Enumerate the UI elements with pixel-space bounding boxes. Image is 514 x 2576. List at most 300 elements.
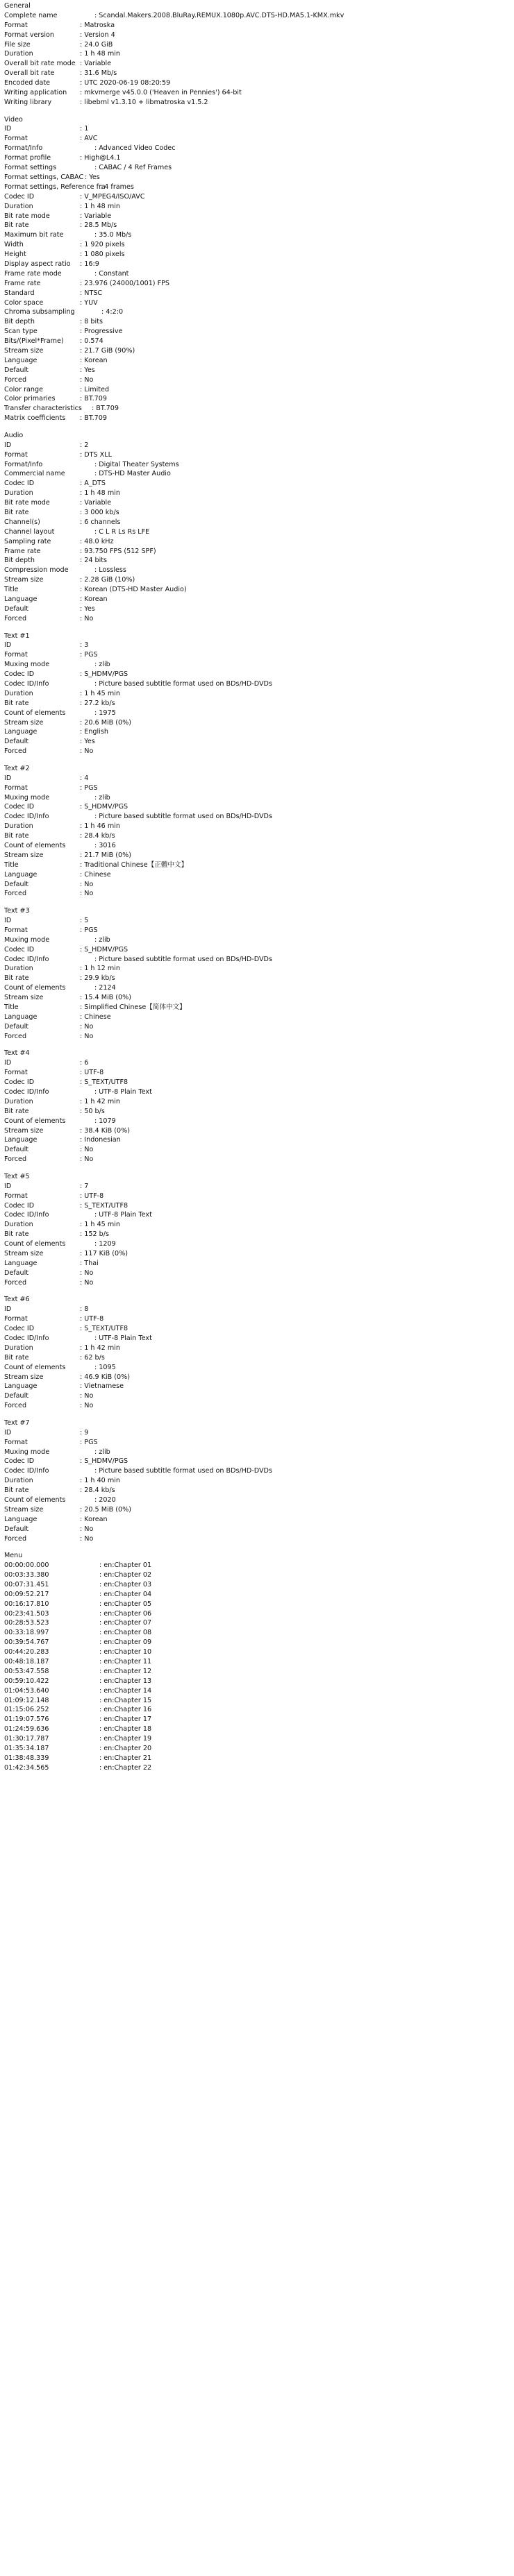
field-value: : No <box>80 1525 94 1533</box>
field-value: : PGS <box>80 783 98 792</box>
field-value: : 28.4 kb/s <box>80 832 115 840</box>
field-row-title <box>4 585 514 595</box>
field-row-count-of-elements <box>4 1239 514 1249</box>
field-row-bit-depth <box>4 317 514 327</box>
field-value: : S_HDMV/PGS <box>80 803 128 811</box>
field-value: : en:Chapter 21 <box>99 1754 152 1762</box>
field-value: : en:Chapter 09 <box>99 1638 152 1647</box>
field-row-forced <box>4 747 514 756</box>
field-value: : 27.2 kb/s <box>80 699 115 707</box>
field-label: Display aspect ratio <box>4 260 71 268</box>
field-value: : No <box>80 1534 94 1543</box>
field-value: : libebml v1.3.10 + libmatroska v1.5.2 <box>80 98 208 106</box>
field-row-bit-rate <box>4 974 514 983</box>
field-label: Codec ID <box>4 945 35 954</box>
field-label: 00:00:00.000 <box>4 1561 49 1570</box>
field-value: : 20.6 MiB (0%) <box>80 718 131 727</box>
field-value: : S_TEXT/UTF8 <box>80 1325 128 1333</box>
field-value: : Variable <box>80 60 112 68</box>
field-label: ID <box>4 641 12 650</box>
field-row-duration <box>4 1344 514 1353</box>
field-label: Codec ID/Info <box>4 679 49 688</box>
field-row-frame-rate-mode <box>4 269 514 279</box>
field-row-forced <box>4 1534 514 1544</box>
field-value: : Picture based subtitle format used on BDs/HD-DVDs <box>94 679 272 688</box>
field-value: : PGS <box>80 1438 98 1446</box>
field-row-01-15-06-252 <box>4 1705 514 1715</box>
field-value: : en:Chapter 02 <box>99 1571 152 1579</box>
field-row-duration <box>4 689 514 699</box>
section-text-4 <box>4 1049 514 1164</box>
field-row-format-settings-cabac <box>4 173 514 183</box>
field-row-stream-size <box>4 346 514 356</box>
field-value: : 152 b/s <box>80 1230 109 1239</box>
field-value: : Indonesian <box>80 1136 121 1144</box>
field-label: 01:24:59.636 <box>4 1725 49 1734</box>
field-label: Format/Info <box>4 144 43 153</box>
field-row-01-30-17-787 <box>4 1734 514 1744</box>
field-label: Format version <box>4 31 54 39</box>
field-label: Scan type <box>4 328 38 336</box>
field-row-bit-rate-mode <box>4 212 514 221</box>
field-value: : zlib <box>94 935 110 944</box>
field-row-format-info <box>4 460 514 470</box>
field-row-channel-s <box>4 518 514 527</box>
field-row-codec-id-info <box>4 955 514 965</box>
field-value: : 21.7 GiB (90%) <box>80 346 135 355</box>
field-label: Default <box>4 880 29 888</box>
field-value: : Yes <box>80 738 95 746</box>
field-value: : No <box>80 1392 94 1400</box>
field-value: : 1 h 46 min <box>80 822 120 831</box>
field-value: : DTS-HD Master Audio <box>94 470 171 478</box>
field-value: : 9 <box>80 1428 89 1437</box>
field-label: Count of elements <box>4 1240 66 1248</box>
field-label: Writing library <box>4 98 52 106</box>
field-label: Muxing mode <box>4 793 50 802</box>
field-value: : 31.6 Mb/s <box>80 69 117 78</box>
field-label: Color space <box>4 298 44 307</box>
field-label: Encoded date <box>4 79 51 87</box>
field-row-duration <box>4 1097 514 1107</box>
field-label: Chroma subsampling <box>4 308 75 316</box>
field-row-format <box>4 1438 514 1448</box>
field-label: Language <box>4 1012 38 1021</box>
field-value: : 1 h 48 min <box>80 202 120 210</box>
field-row-codec-id-info <box>4 1334 514 1344</box>
field-label: 00:44:20.283 <box>4 1648 49 1656</box>
field-label: Duration <box>4 202 33 210</box>
field-label: Compression mode <box>4 566 69 575</box>
field-value: : High@L4.1 <box>80 154 121 162</box>
field-value: : en:Chapter 14 <box>99 1686 152 1695</box>
section-title: Text #2 <box>4 764 30 772</box>
field-value: : V_MPEG4/ISO/AVC <box>80 192 145 201</box>
field-row-codec-id-info <box>4 679 514 689</box>
field-value: : NTSC <box>80 289 103 297</box>
field-value: : 7 <box>80 1182 89 1190</box>
field-value: : BT.709 <box>92 405 119 413</box>
field-row-01-19-07-576 <box>4 1715 514 1725</box>
field-row-forced <box>4 614 514 624</box>
field-value: : 21.7 MiB (0%) <box>80 851 131 859</box>
field-label: Default <box>4 1022 29 1031</box>
field-row-00-53-47-558 <box>4 1667 514 1677</box>
field-label: Stream size <box>4 718 44 727</box>
field-label: Count of elements <box>4 1363 66 1371</box>
field-row-language <box>4 870 514 880</box>
field-label: Forced <box>4 614 27 622</box>
section-title: Text #3 <box>4 907 30 915</box>
field-value: : Korean <box>80 595 108 604</box>
field-value: : 15.4 MiB (0%) <box>80 994 131 1002</box>
field-row-codec-id <box>4 670 514 679</box>
field-row-01-42-34-565 <box>4 1763 514 1773</box>
field-label: Color primaries <box>4 395 56 403</box>
field-label: Format <box>4 1069 28 1077</box>
field-value: : 4 <box>80 774 89 782</box>
section-text-1 <box>4 632 514 757</box>
field-row-codec-id <box>4 1201 514 1211</box>
field-label: 00:53:47.558 <box>4 1667 49 1675</box>
section-title: Audio <box>4 431 24 439</box>
field-value: : Traditional Chinese【正體中文】 <box>80 861 188 869</box>
field-value: : 3 <box>80 641 89 650</box>
field-label: File size <box>4 40 31 49</box>
field-label: Channel(s) <box>4 518 40 526</box>
field-value: : en:Chapter 13 <box>99 1677 152 1685</box>
field-value: : 1 h 12 min <box>80 965 120 973</box>
field-label: Duration <box>4 50 33 58</box>
section-text-3 <box>4 906 514 1041</box>
field-value: : 1 920 pixels <box>80 241 125 249</box>
field-label: Stream size <box>4 1250 44 1258</box>
field-label: Format <box>4 1438 28 1446</box>
field-value: : No <box>80 1032 94 1040</box>
field-value: : A_DTS <box>80 480 106 488</box>
field-value: : English <box>80 728 108 736</box>
field-row-id <box>4 1428 514 1438</box>
field-label: Frame rate <box>4 547 41 555</box>
field-value: : 5 <box>80 917 89 925</box>
field-label: Title <box>4 1003 19 1012</box>
field-value: : 28.4 kb/s <box>80 1486 115 1495</box>
field-row-stream-size <box>4 718 514 728</box>
field-label: Duration <box>4 1477 33 1485</box>
field-value: : Digital Theater Systems <box>94 460 179 468</box>
field-row-00-09-52-217 <box>4 1590 514 1600</box>
field-label: 00:39:54.767 <box>4 1638 49 1647</box>
field-label: Forced <box>4 1402 27 1410</box>
field-value: : 1 h 48 min <box>80 489 120 498</box>
field-value: : 4 frames <box>100 183 134 191</box>
field-label: Codec ID <box>4 803 35 811</box>
field-value: : Chinese <box>80 1012 111 1021</box>
field-row-duration <box>4 1476 514 1486</box>
field-value: : en:Chapter 07 <box>99 1619 152 1627</box>
field-value: : 2124 <box>94 984 116 992</box>
field-row-default <box>4 366 514 375</box>
field-label: Count of elements <box>4 1495 66 1504</box>
field-row-language <box>4 356 514 366</box>
field-row-writing-library <box>4 98 514 108</box>
field-value: : BT.709 <box>80 414 107 423</box>
field-row-codec-id-info <box>4 1087 514 1097</box>
field-row-color-range <box>4 385 514 395</box>
field-row-forced <box>4 1401 514 1411</box>
field-label: 00:03:33.380 <box>4 1571 49 1579</box>
field-row-01-24-59-636 <box>4 1725 514 1734</box>
field-label: Default <box>4 1392 29 1400</box>
field-label: Codec ID <box>4 192 35 201</box>
field-row-duration <box>4 202 514 212</box>
field-row-default <box>4 604 514 614</box>
field-label: Stream size <box>4 1373 44 1381</box>
field-row-width <box>4 240 514 250</box>
field-label: Codec ID <box>4 480 35 488</box>
field-label: Format <box>4 1315 28 1323</box>
field-row-language <box>4 1515 514 1525</box>
field-row-scan-type <box>4 327 514 337</box>
field-row-format-settings <box>4 163 514 173</box>
section-text-2 <box>4 764 514 899</box>
field-value: : 1 h 42 min <box>80 1344 120 1352</box>
field-value: : No <box>80 1402 94 1410</box>
field-value: : en:Chapter 20 <box>99 1745 152 1753</box>
field-label: Default <box>4 366 29 374</box>
field-label: Bit rate <box>4 1353 29 1362</box>
field-value: : 2020 <box>94 1495 116 1504</box>
field-value: : Picture based subtitle format used on BDs/HD-DVDs <box>94 955 272 963</box>
field-value: : 1 080 pixels <box>80 251 125 259</box>
field-value: : 3 000 kb/s <box>80 509 119 517</box>
field-row-id <box>4 916 514 926</box>
field-value: : No <box>80 1278 94 1287</box>
field-label: Format <box>4 1192 28 1200</box>
field-label: ID <box>4 1428 12 1437</box>
field-value: : Korean <box>80 356 108 364</box>
field-row-01-09-12-148 <box>4 1696 514 1706</box>
field-label: Bit depth <box>4 318 35 326</box>
field-row-stream-size <box>4 1249 514 1259</box>
field-label: Bit rate <box>4 1230 29 1239</box>
field-value: : No <box>80 1146 94 1154</box>
field-label: Codec ID <box>4 1078 35 1087</box>
field-value: : 117 KiB (0%) <box>80 1250 128 1258</box>
field-value: : UTF-8 Plain Text <box>94 1211 152 1219</box>
field-value: : 16:9 <box>80 260 99 268</box>
section-general <box>4 1 514 108</box>
field-row-commercial-name <box>4 469 514 479</box>
field-label: Format <box>4 135 28 143</box>
field-label: Bit rate mode <box>4 212 50 220</box>
field-label: Frame rate mode <box>4 269 62 278</box>
field-row-count-of-elements <box>4 1495 514 1505</box>
field-row-bit-depth <box>4 556 514 566</box>
field-value: : en:Chapter 06 <box>99 1609 152 1618</box>
field-row-00-03-33-380 <box>4 1570 514 1580</box>
field-row-default <box>4 737 514 747</box>
field-row-stream-size <box>4 851 514 861</box>
field-row-bit-rate <box>4 1230 514 1239</box>
field-label: Language <box>4 1382 38 1391</box>
field-row-codec-id <box>4 1324 514 1334</box>
field-label: Format <box>4 783 28 792</box>
field-value: : Korean <box>80 1515 108 1523</box>
field-row-00-23-41-503 <box>4 1609 514 1619</box>
field-value: : 1079 <box>94 1117 116 1125</box>
field-value: : UTF-8 <box>80 1069 104 1077</box>
field-label: 01:19:07.576 <box>4 1715 49 1724</box>
field-value: : No <box>80 1269 94 1277</box>
field-value: : 29.9 kb/s <box>80 974 115 983</box>
field-label: 01:09:12.148 <box>4 1696 49 1704</box>
field-value: : 1 h 40 min <box>80 1477 120 1485</box>
field-label: Duration <box>4 1221 33 1229</box>
field-value: : No <box>80 375 94 384</box>
field-value: : No <box>80 1155 94 1164</box>
field-label: Duration <box>4 1097 33 1105</box>
field-value: : 1209 <box>94 1240 116 1248</box>
field-label: Bit rate <box>4 699 29 707</box>
field-label: Count of elements <box>4 842 66 849</box>
field-label: Format <box>4 21 28 29</box>
field-label: Codec ID/Info <box>4 1087 49 1096</box>
field-label: Stream size <box>4 1126 44 1135</box>
field-row-frame-rate <box>4 279 514 289</box>
field-row-codec-id-info <box>4 1210 514 1220</box>
field-row-frame-rate <box>4 547 514 557</box>
field-label: Bits/(Pixel*Frame) <box>4 337 64 346</box>
field-row-default <box>4 1022 514 1032</box>
field-value: : 50 b/s <box>80 1107 105 1115</box>
field-label: 00:48:18.187 <box>4 1658 49 1666</box>
field-row-compression-mode <box>4 566 514 575</box>
field-label: Language <box>4 356 38 364</box>
field-label: Language <box>4 1136 38 1144</box>
field-row-00-44-20-283 <box>4 1647 514 1657</box>
field-row-forced <box>4 1155 514 1164</box>
field-label: 00:33:18.997 <box>4 1629 49 1637</box>
field-label: 00:28:53.523 <box>4 1619 49 1627</box>
field-value: : Constant <box>94 269 129 278</box>
field-label: Muxing mode <box>4 661 50 669</box>
field-value: : UTF-8 <box>80 1315 104 1323</box>
field-value: : 3016 <box>94 842 116 849</box>
field-value: : 48.0 kHz <box>80 537 114 545</box>
field-value: : Variable <box>80 499 112 507</box>
field-row-codec-id <box>4 479 514 489</box>
field-value: : 1 h 42 min <box>80 1097 120 1105</box>
field-row-stream-size <box>4 1373 514 1382</box>
field-label: Writing application <box>4 89 67 97</box>
field-value: : Yes <box>85 173 100 181</box>
field-row-00-28-53-523 <box>4 1618 514 1628</box>
field-value: : 6 channels <box>80 518 121 526</box>
field-label: Count of elements <box>4 1117 66 1125</box>
field-row-bit-rate-mode <box>4 498 514 508</box>
field-value: : Advanced Video Codec <box>94 144 176 153</box>
field-value: : Variable <box>80 212 112 220</box>
field-value: : en:Chapter 10 <box>99 1648 152 1656</box>
field-row-default <box>4 880 514 890</box>
field-row-stream-size <box>4 993 514 1003</box>
field-label: 01:15:06.252 <box>4 1706 49 1714</box>
field-label: 01:30:17.787 <box>4 1735 49 1743</box>
field-value: : Yes <box>80 604 95 613</box>
field-label: Muxing mode <box>4 935 50 944</box>
field-row-00-16-17-810 <box>4 1600 514 1609</box>
field-row-count-of-elements <box>4 983 514 993</box>
field-row-duration <box>4 964 514 974</box>
field-label: ID <box>4 125 12 133</box>
field-value: : en:Chapter 01 <box>99 1561 152 1570</box>
field-label: Duration <box>4 489 33 498</box>
field-label: Language <box>4 870 38 879</box>
field-value: : Progressive <box>80 328 123 336</box>
field-label: Bit rate <box>4 832 29 840</box>
field-row-language <box>4 1135 514 1145</box>
field-value: : 8 bits <box>80 318 103 326</box>
field-label: Format/Info <box>4 460 43 468</box>
field-row-maximum-bit-rate <box>4 230 514 240</box>
field-label: Bit depth <box>4 557 35 565</box>
field-row-bit-rate <box>4 221 514 230</box>
field-value: : 1 <box>80 125 89 133</box>
section-title: General <box>4 2 31 10</box>
section-title: Text #5 <box>4 1172 30 1180</box>
field-label: Title <box>4 861 19 869</box>
field-value: : 8 <box>80 1305 89 1314</box>
field-label: Color range <box>4 385 43 393</box>
field-label: Count of elements <box>4 709 66 717</box>
field-label: Count of elements <box>4 984 66 992</box>
field-value: : DTS XLL <box>80 450 112 459</box>
field-value: : No <box>80 890 94 898</box>
field-value: : 4:2:0 <box>101 308 124 316</box>
field-label: 00:07:31.451 <box>4 1580 49 1588</box>
field-label: 00:16:17.810 <box>4 1600 49 1608</box>
field-value: : 93.750 FPS (512 SPF) <box>80 547 156 555</box>
field-row-format <box>4 1068 514 1078</box>
field-row-language <box>4 1012 514 1022</box>
field-label: Bit rate <box>4 1107 29 1115</box>
field-row-encoded-date <box>4 78 514 88</box>
field-value: : S_TEXT/UTF8 <box>80 1078 128 1087</box>
field-row-duration <box>4 1220 514 1230</box>
field-row-id <box>4 1182 514 1192</box>
field-label: Forced <box>4 1032 27 1040</box>
field-value: : en:Chapter 03 <box>99 1580 152 1588</box>
field-label: Format <box>4 926 28 934</box>
field-row-language <box>4 1382 514 1391</box>
field-row-file-size <box>4 40 514 50</box>
field-value: : S_HDMV/PGS <box>80 1457 128 1466</box>
field-row-01-04-53-640 <box>4 1686 514 1696</box>
field-value: : No <box>80 880 94 888</box>
field-label: Format settings, CABAC <box>4 173 84 181</box>
field-row-bit-rate <box>4 508 514 518</box>
field-value: : 62 b/s <box>80 1353 105 1362</box>
field-label: Frame rate <box>4 279 41 287</box>
field-row-overall-bit-rate <box>4 69 514 78</box>
field-row-overall-bit-rate-mode <box>4 59 514 69</box>
field-row-codec-id <box>4 192 514 202</box>
field-label: ID <box>4 441 12 449</box>
field-label: Stream size <box>4 851 44 859</box>
field-value: : No <box>80 747 94 756</box>
field-value: : 24 bits <box>80 557 108 565</box>
